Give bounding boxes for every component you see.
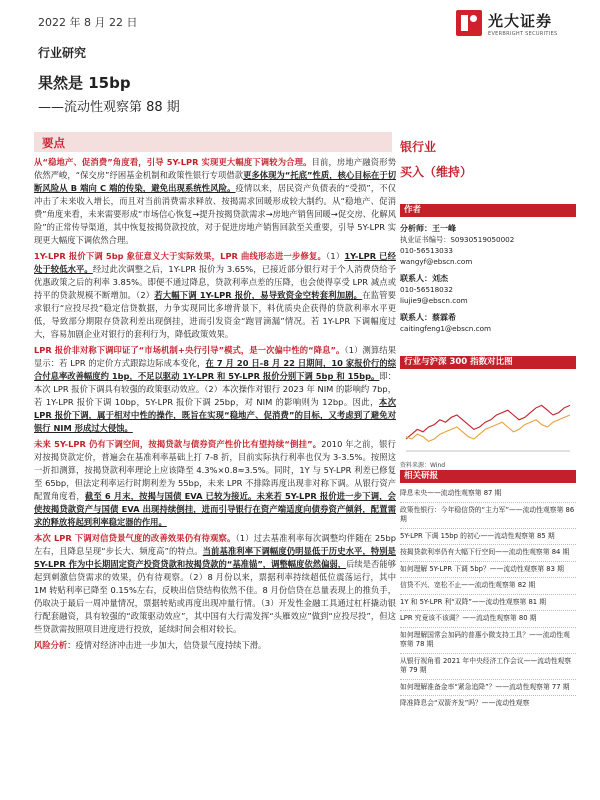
summary-header <box>34 132 392 152</box>
paragraph-text: 1Y-LPR 已经处于较低水平。 <box>34 251 396 274</box>
paragraph-text: 若大幅下调 1Y-LPR 报价，易导致资金空转套利加剧。 <box>154 290 363 300</box>
related-report-link[interactable]: 信贷不兴、宽松不止——流动性观察第 82 期 <box>400 578 576 595</box>
related-report-link[interactable]: 降准降息会“双箭齐发”吗？——流动性观察 <box>400 699 530 707</box>
paragraph-lead: LPR 报价非对称下调印证了“市场机制+央行引导”模式，是一次偏中性的“降息”。 <box>34 345 345 355</box>
analyst-contact: caitingfeng1@ebscn.com <box>400 324 491 333</box>
paragraph-lead: 风险分析： <box>34 640 76 650</box>
everbright-logo-icon <box>456 10 482 36</box>
analyst-card <box>400 273 576 306</box>
paragraph-text: 目前，房地产融资形势依然严峻，“保交房”纾困基金机制和政策性银行专项借款 <box>34 157 396 180</box>
related-report-link[interactable]: 如何理解 5Y-LPR 下调 5bp？——流动性观察第 83 期 <box>400 562 576 579</box>
analyst-role: 联系人： <box>400 313 432 322</box>
chart-source: 资料来源：Wind <box>400 462 446 469</box>
summary-paragraph <box>34 156 396 247</box>
related-reports <box>400 470 576 712</box>
summary-paragraph <box>34 532 396 636</box>
related-report-link[interactable]: LPR 究竟该不该调？——流动性观察第 80 期 <box>400 611 576 628</box>
paragraph-text: 后续是否能够起到刺激信贷需求的效果，仍有待观察。（2）8 月份以来，票据利率持续超低位震荡运行，其中 1M 转贴利率已降至 0.15%左右，反映出信贷结构依然不佳。8 月份信贷在总量表现上的推负手，仍取决于最后一周冲量情况，票据转贴或再度出现冲量行情。（3）开发性金融工具通过杠杆撬动银行配套融资，具有较强的“政策驱动效应”，其中国有大行需发挥“头雁效应”做到“应投尽投”，但这些贷款需按照项目进度进行投放，延续时间会相对较长。 <box>34 559 396 634</box>
logo-english: EVERBRIGHT SECURITIES <box>488 30 558 37</box>
paragraph-text: 截至 6 月末，按揭与国债 EVA 已较为接近。未来若 5Y-LPR 报价进一步下调，会使按揭贷款资产与国债 EVA 出现持续倒挂，进而引导银行在资产端适度向债券资产倾斜，配置需求的释放将起到利率稳定器的作用。 <box>34 491 396 527</box>
related-report-link[interactable]: 政策性银行：今年稳信贷的“主力军”——流动性观察第 86 期 <box>400 503 576 529</box>
summary-label: 要点 <box>42 136 65 150</box>
authors-header: 作者 <box>400 204 576 217</box>
analyst-list <box>400 223 576 334</box>
report-subtitle: ——流动性观察第 88 期 <box>38 100 180 115</box>
paragraph-text: （1）过去基准利率每次调整均伴随在 25bp 左右，且降息呈现“步长大、频度高”的特点。 <box>34 533 396 556</box>
analyst-contact: 执业证书编号：S0930519050002 <box>400 235 515 244</box>
related-list <box>400 486 576 712</box>
sidebar <box>400 138 576 334</box>
paragraph-text: 疫情对经济冲击进一步加大，信贷景气度持续下滑。 <box>75 640 267 650</box>
paragraph-text: 2010 年之前，银行对按揭贷款定价，普遍会在基准利率基础上打 7-8 折，目前实际执行利率也仅为 3-3.5%。按照这一折扣测算，按揭贷款利率理论上应该降至 4.3%×0.8≈3.5%。同时，1Y 与 5Y-LPR 利差已修复至 65bp，但法定利率运行时期利差为 55bp，未来 LPR 不排除再度出现非对称下调。从银行资产配置角度看， <box>34 439 396 501</box>
paragraph-text: 当前基准利率下调幅度仍明显低于历史水平，特别是 5Y-LPR 作为中长期固定资产投资贷款和按揭贷款的“基准锚”，调整幅度依然偏弱， <box>34 546 396 569</box>
paragraph-lead: 本次 LPR 下调对信贷景气度的改善效果仍有待观察。 <box>34 533 236 543</box>
paragraph-lead: 从“稳地产、促消费”角度看，引导 5Y-LPR 实现更大幅度下调较为合理。 <box>34 157 312 167</box>
paragraph-text: 经过此次调整之后，1Y-LPR 报价为 3.65%，已接近部分银行对于个人消费贷给予优惠政策之后的利率 3.85%。即便不通过降息，贷款利率点差的压降，也会使得享受 LPR 减点或持平的贷款规模不断增加。（2） <box>34 264 396 300</box>
analyst-contact: 010-56518032 <box>400 285 453 294</box>
summary-paragraph <box>34 438 396 529</box>
analyst-contact: 010-56513033 <box>400 246 453 255</box>
report-date: 2022 年 8 月 22 日 <box>38 16 138 29</box>
analyst-contact: liujie9@ebscn.com <box>400 296 468 305</box>
paragraph-text: （1）测算结果显示：若 LPR 的定价方式跟踪边际成本变化， <box>34 345 396 368</box>
paragraph-text: 更多体现为“托底”性质，核心目标在于切断风险从 B 端向 C 端的传染，避免出现系统性风险。 <box>34 170 396 193</box>
paragraph-lead: 1Y-LPR 报价下调 5bp 象征意义大于实际效果，LPR 曲线形态进一步修复。 <box>34 251 326 261</box>
related-report-link[interactable]: 如何理解准备金率“紧急追降”？——流动性观察第 77 期 <box>400 680 576 697</box>
chart-title: 行业与沪深 300 指数对比图 <box>400 356 576 369</box>
chart-background <box>400 373 576 459</box>
analyst-contact: wangyf@ebscn.com <box>400 257 473 266</box>
analyst-role: 联系人： <box>400 274 432 283</box>
summary-body <box>34 156 396 655</box>
paragraph-text: 即：本次 LPR 报价下调具有较强的政策驱动效应。（2）本次操作对银行 2023 年 NIM 的影响约 7bp，若 1Y-LPR 报价下调 10bp，5Y-LPR 报价下调 25bp，对 NIM 的影响则为 12bp。因此， <box>34 371 396 407</box>
summary-paragraph <box>34 344 396 435</box>
summary-paragraph <box>34 639 396 652</box>
analyst-name: 刘杰 <box>432 274 448 283</box>
industry-name: 银行业 <box>400 140 437 154</box>
paragraph-text: 疫情以来，居民资产负债表的“受损”，不仅冲击了未来收入增长，而且对当前消费需求释放、按揭需求回暖形成较大制约。从“稳地产、促消费”角度来看，未来需要形成“市场信心恢复→提升按揭贷款需求→房地产销售回暖→促交房、化解风险”的正常传导渠道，其中恢复按揭贷款投放，对于促进房地产销售回款至关重要，引导 5Y-LPR 实现更大幅度下调依然合理。 <box>34 183 396 245</box>
paragraph-text: 本次 LPR 报价下调，属于相对中性的操作，既旨在实现“稳地产、促消费”的目标，又考虑到了避免对银行 NIM 形成过大侵蚀。 <box>34 397 396 433</box>
related-report-link[interactable]: 如何理解国常会加码的普惠小微支持工具？——流动性观察第 78 期 <box>400 628 576 654</box>
analyst-name: 蔡霖希 <box>432 313 456 322</box>
paragraph-text: （1） <box>326 251 345 261</box>
rating: 买入（维持） <box>400 165 473 179</box>
related-report-link[interactable]: 降息未央——流动性观察第 87 期 <box>400 486 576 503</box>
related-header: 相关研报 <box>400 470 576 483</box>
related-report-link[interactable]: 从银行视角看 2021 年中央经济工作会议——流动性观察第 79 期 <box>400 654 576 680</box>
report-title: 果然是 15bp <box>38 74 131 92</box>
section-label: 行业研究 <box>38 46 87 60</box>
logo-name: 光大证券 <box>488 11 553 30</box>
brand-logo <box>456 6 576 40</box>
paragraph-text: 在 7 月 20 日-8 月 22 日期间，10 家报价行的综合付息率改善幅度约 1bp，不足以驱动 1Y-LPR 和 5Y-LPR 报价分别下调 5bp 和 15bp。 <box>34 358 396 381</box>
index-comparison-chart <box>400 356 576 469</box>
paragraph-text: 在监管要求银行“应投尽投”稳定信贷数据，力争实现同比多增背景下，料优质央企获得的贷款利率水平更低，导致部分期限存贷款利差出现倒挂，进而引发资金“跑冒滴漏”情况。若 1Y-LPR 下调幅度过大，容易加剧企业对银行的套利行为，降低政策效果。 <box>34 290 396 339</box>
analyst-name: 王一峰 <box>432 224 456 233</box>
analyst-role: 分析师： <box>400 224 432 233</box>
paragraph-lead: 未来 5Y-LPR 仍有下调空间，按揭贷款与债券资产性价比有望持续“倒挂”。 <box>34 439 322 449</box>
related-report-link[interactable]: 5Y-LPR 下调 15bp 的初心——流动性观察第 85 期 <box>400 529 576 546</box>
related-report-link[interactable]: 按揭贷款利率仍有大幅下行空间——流动性观察第 84 期 <box>400 545 576 562</box>
related-report-link[interactable]: 1Y 和 5Y-LPR 利“双降”——流动性观察第 81 期 <box>400 595 576 612</box>
chart-plot <box>400 373 576 459</box>
summary-paragraph <box>34 250 396 341</box>
analyst-card <box>400 312 576 334</box>
analyst-card <box>400 223 576 267</box>
